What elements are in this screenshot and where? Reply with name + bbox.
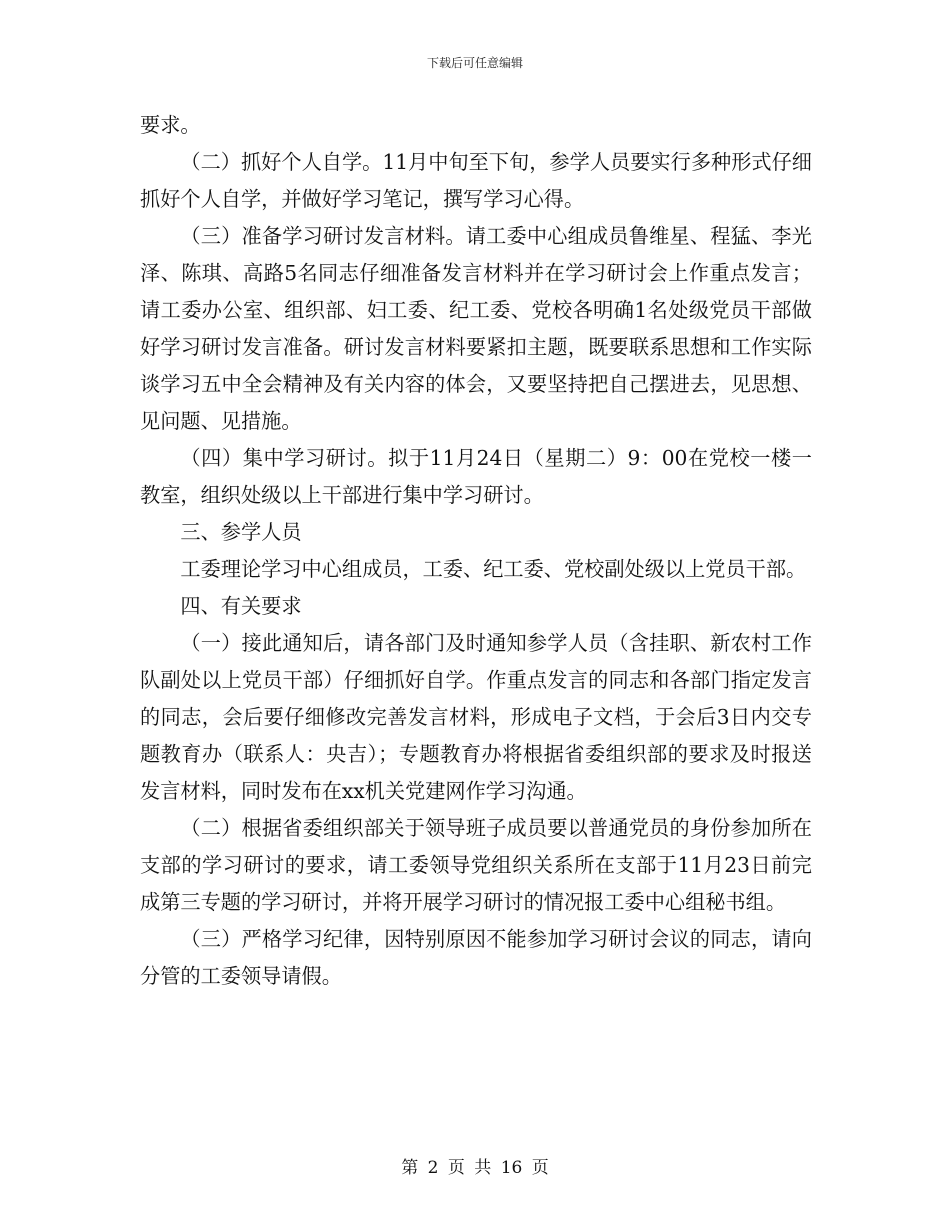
paragraph: （三）准备学习研讨发言材料。请工委中心组成员鲁维星、程猛、李光泽、陈琪、高路5名同志仔细准备发言材料并在学习研讨会上作重点发言；请工委办公室、组织部、妇工委、纪工委、党校各明确1名处级党员干部做好学习研讨发言准备。研讨发言材料要紧扣主题，既要联系思想和工作实际谈学习五中全会精神及有关内容的体会，又要坚持把自己摆进去，见思想、见问题、见措施。 (140, 224, 812, 433)
paragraph: （二）根据省委组织部关于领导班子成员要以普通党员的身份参加所在支部的学习研讨的要求，请工委领导党组织关系所在支部于11月23日前完成第三专题的学习研讨，并将开展学习研讨的情况报工委中心组秘书组。 (140, 816, 812, 914)
paragraph: （三）严格学习纪律，因特别原因不能参加学习研讨会议的同志，请向分管的工委领导请假。 (140, 927, 812, 988)
paragraph: 要求。 (140, 113, 201, 137)
paragraph: 工委理论学习中心组成员，工委、纪工委、党校副处级以上党员干部。 (180, 557, 807, 581)
section-heading: 四、有关要求 (180, 594, 302, 618)
page-header: 下载后可任意编辑 (426, 56, 523, 70)
page-footer: 第 2 页 共 16 页 (401, 1158, 549, 1178)
section-heading: 三、参学人员 (180, 520, 302, 544)
paragraph: （四）集中学习研讨。拟于11月24日（星期二）9：00在党校一楼一教室，组织处级以上干部进行集中学习研讨。 (140, 446, 812, 507)
document-body (140, 107, 812, 995)
paragraph: （一）接此通知后，请各部门及时通知参学人员（含挂职、新农村工作队副处以上党员干部）仔细抓好自学。作重点发言的同志和各部门指定发言的同志，会后要仔细修改完善发言材料，形成电子文档，于会后3日内交专题教育办（联系人：央吉）；专题教育办将根据省委组织部的要求及时报送发言材料，同时发布在xx机关党建网作学习沟通。 (140, 631, 812, 803)
paragraph: （二）抓好个人自学。11月中旬至下旬，参学人员要实行多种形式仔细抓好个人自学，并做好学习笔记，撰写学习心得。 (140, 150, 812, 211)
